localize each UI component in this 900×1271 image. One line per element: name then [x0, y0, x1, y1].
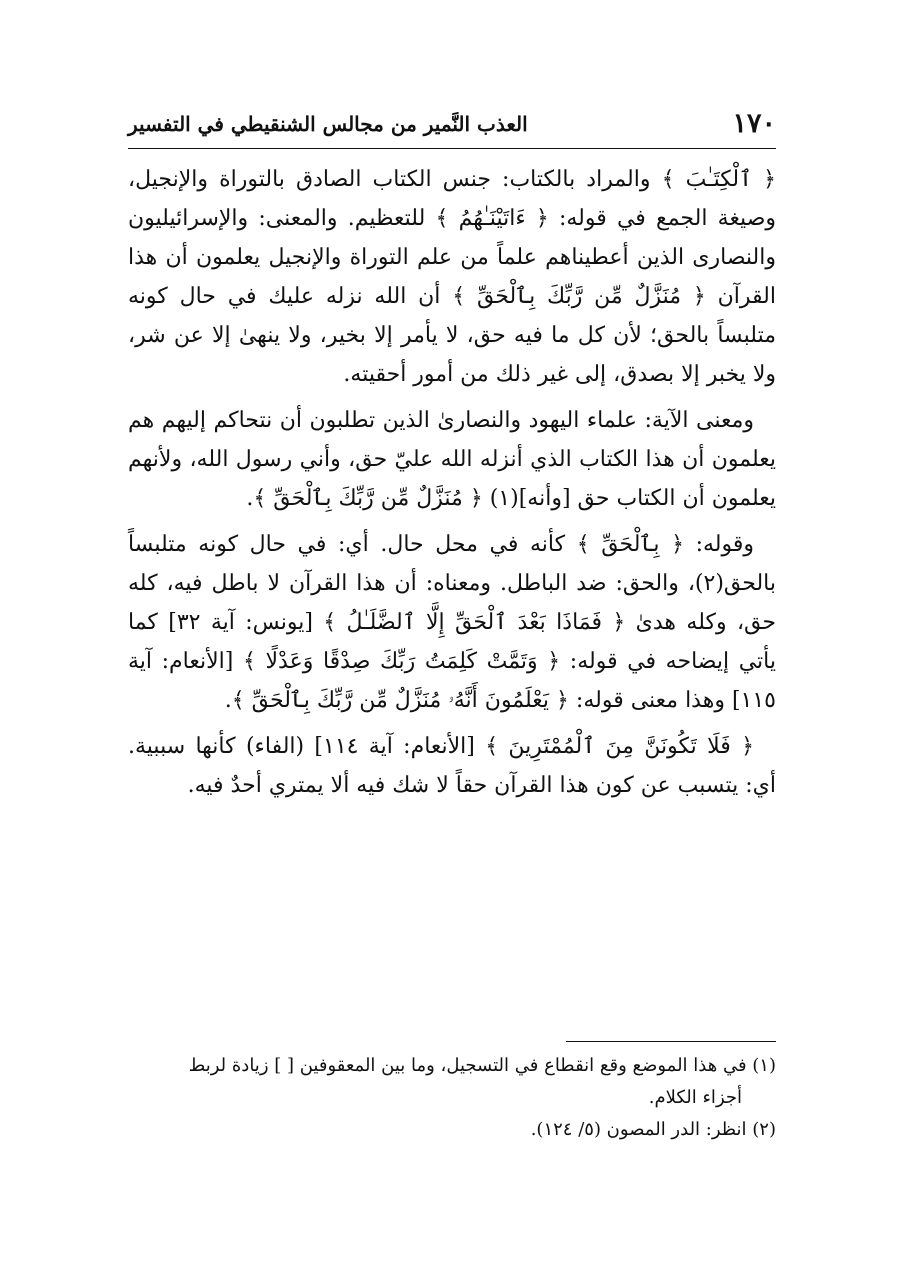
paragraph-3: وقوله: ﴿ بِٱلْحَقِّ ﴾ كأنه في محل حال. أي: في حال كونه متلبساً بالحق(٢)، والحق: ضد الباطل. ومعناه: أن هذا القرآن لا باطل فيه، كله حق، وكله هدىٰ ﴿ فَمَاذَا بَعْدَ ٱلْحَقِّ إِلَّا ٱلضَّلَـٰلُ ﴾ [يونس: آية ٣٢] كما يأتي إيضاحه في قوله: ﴿ وَتَمَّتْ كَلِمَتُ رَبِّكَ صِدْقًا وَعَدْلًا ﴾ [الأنعام: آية ١١٥] وهذا معنى قوله: ﴿ يَعْلَمُونَ أَنَّهُۥ مُنَزَّلٌ مِّن رَّبِّكَ بِٱلْحَقِّ ﴾. [128, 532, 776, 713]
page-number: ١٧٠ [732, 108, 776, 139]
page-body [128, 160, 776, 805]
page-header [128, 104, 776, 144]
footnote-divider [566, 1041, 776, 1042]
paragraph-1: ﴿ ٱلْكِتَـٰبَ ﴾ والمراد بالكتاب: جنس الكتاب الصادق بالتوراة والإنجيل، وصيغة الجمع في قوله: ﴿ ءَاتَيْنَـٰهُمُ ﴾ للتعظيم. والمعنى: والإسرائيليون والنصارى الذين أعطيناهم علماً من علم التوراة والإنجيل يعلمون أن هذا القرآن ﴿ مُنَزَّلٌ مِّن رَّبِّكَ بِٱلْحَقِّ ﴾ أن الله نزله عليك في حال كونه متلبساً بالحق؛ لأن كل ما فيه حق، لا يأمر إلا بخير، ولا ينهىٰ إلا عن شر، ولا يخبر إلا بصدق، إلى غير ذلك من أمور أحقيته. [128, 167, 776, 387]
header-divider [128, 148, 776, 149]
paragraph-4: ﴿ فَلَا تَكُونَنَّ مِنَ ٱلْمُمْتَرِينَ ﴾ [الأنعام: آية ١١٤] (الفاء) كأنها سببية. أي: يتسبب عن كون هذا القرآن حقاً لا شك فيه ألا يمتري أحدٌ فيه. [128, 734, 776, 798]
footnote-1-continuation: أجزاء الكلام. [648, 1087, 742, 1108]
footnotes [128, 1050, 776, 1146]
footnote-1: (١) في هذا الموضع وقع انقطاع في التسجيل، وما بين المعقوفين [ ] زيادة لربط [188, 1055, 776, 1076]
running-title: العذب النَّمير من مجالس الشنقيطي في التفسير [128, 112, 528, 136]
footnote-2: (٢) انظر: الدر المصون (٥/ ١٢٤). [530, 1119, 776, 1140]
paragraph-2: ومعنى الآية: علماء اليهود والنصارىٰ الذين تطلبون أن نتحاكم إليهم هم يعلمون أن هذا الكتاب الذي أنزله الله عليّ حق، وأني رسول الله، ولأنهم يعلمون أن الكتاب حق [وأنه](١) ﴿ مُنَزَّلٌ مِّن رَّبِّكَ بِٱلْحَقِّ ﴾. [128, 408, 776, 511]
